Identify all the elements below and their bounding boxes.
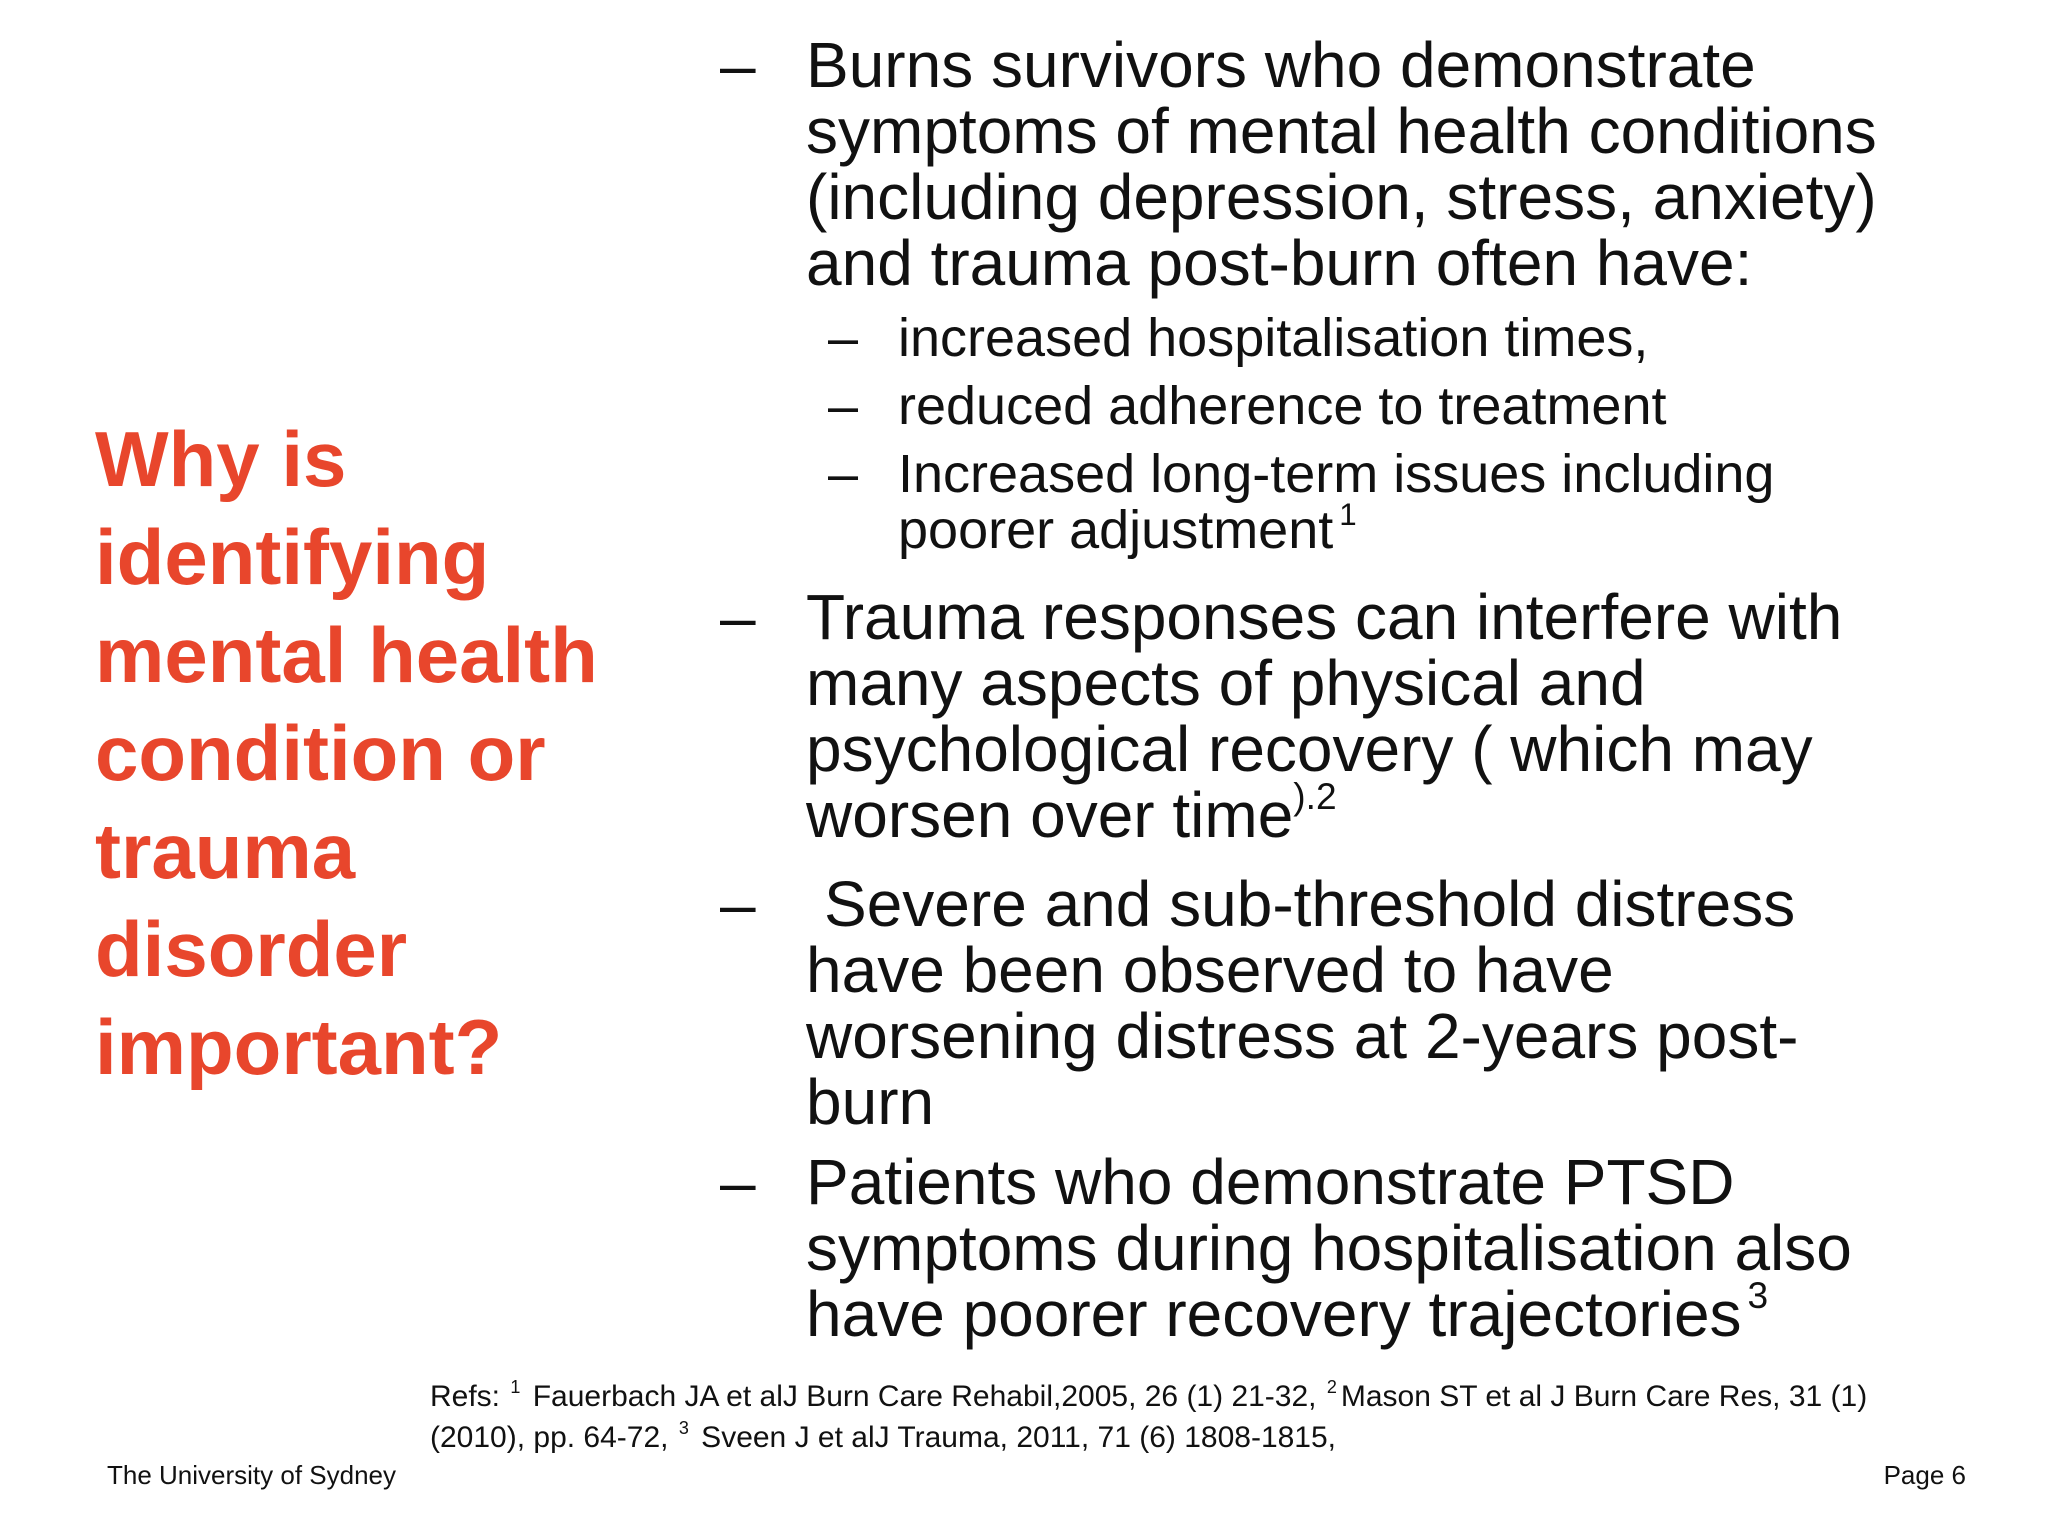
sub-bullet-item (828, 310, 2020, 366)
sub-bullet-text: poorer adjustment (898, 500, 1334, 560)
bullet-item (720, 868, 2020, 1138)
bullet-list (720, 29, 2020, 1370)
footnote-ref-1: 1 (1339, 496, 1357, 532)
question-line: identifying (95, 513, 490, 601)
reference-text: Sveen J et alJ Trauma, 2011, 71 (6) 1808-1815, (692, 1421, 1337, 1454)
question-line: Why is (95, 415, 347, 503)
bullet-item (720, 29, 2020, 299)
footer-page-number: Page 6 (1883, 1460, 1966, 1490)
references-line (430, 1378, 2010, 1419)
references-line (430, 1419, 2010, 1460)
bullet-line: symptoms during hospitalisation also (806, 1212, 1852, 1284)
reference-text: Fauerbach JA et alJ Burn Care Rehabil,2005, 26 (1) 21-32, (524, 1380, 1325, 1413)
bullet-line: symptoms of mental health conditions (806, 95, 1877, 167)
bullet-line: have been observed to have (806, 934, 1614, 1006)
bullet-line: Patients who demonstrate PTSD (806, 1146, 1735, 1218)
bullet-line: Burns survivors who demonstrate (806, 29, 1756, 101)
bullet-line (806, 1274, 2020, 1356)
bullet-line: and trauma post-burn often have: (806, 227, 1753, 299)
references-prefix: Refs: (430, 1380, 509, 1413)
references (430, 1378, 2010, 1460)
bullet-line: worsening distress at 2-years post- (806, 1000, 1799, 1072)
reference-number: 3 (678, 1417, 689, 1438)
bullet-line: Trauma responses can interfere with (806, 581, 1843, 653)
footnote-ref-3: 3 (1747, 1274, 1769, 1317)
bullet-item (720, 581, 2020, 857)
bullet-line: psychological recovery ( which may (806, 713, 1813, 785)
question-panel (95, 410, 655, 1096)
bullet-text: have poorer recovery trajectories (806, 1278, 1742, 1350)
bullet-item (720, 1146, 2020, 1356)
question-line: mental health (95, 611, 598, 699)
sub-bullet-item (828, 446, 2020, 566)
sub-bullet-line: Increased long-term issues including (898, 444, 1775, 504)
sub-bullet-item (828, 378, 2020, 434)
bullet-line (806, 775, 2020, 857)
bullet-text: worsen over time (806, 779, 1294, 851)
bullet-line: Severe and sub-threshold distress (824, 868, 1796, 940)
footnote-ref-2: ).2 (1293, 775, 1337, 818)
sub-bullet-list (720, 310, 2020, 566)
bullet-dash: – (720, 868, 756, 940)
sub-bullet-dash: – (828, 308, 859, 368)
slide-question-heading (95, 410, 655, 1096)
reference-text: (2010), pp. 64-72, (430, 1421, 677, 1454)
sub-bullet-dash: – (828, 376, 859, 436)
sub-bullet-line: increased hospitalisation times, (898, 308, 1649, 368)
bullet-line: burn (806, 1066, 935, 1138)
bullet-dash: – (720, 581, 756, 653)
reference-text: Mason ST et al J Burn Care Res, 31 (1) (1340, 1380, 1868, 1413)
reference-number: 1 (510, 1376, 521, 1397)
question-line: condition or (95, 709, 546, 797)
bullet-dash: – (720, 1146, 756, 1218)
question-line: disorder (95, 905, 408, 993)
question-line: trauma (95, 807, 356, 895)
bullet-dash: – (720, 29, 756, 101)
bullet-line: (including depression, stress, anxiety) (806, 161, 1877, 233)
question-line: important? (95, 1003, 503, 1091)
sub-bullet-dash: – (828, 444, 859, 504)
sub-bullet-line: reduced adherence to treatment (898, 376, 1667, 436)
bullet-line: many aspects of physical and (806, 647, 1646, 719)
footer-institution: The University of Sydney (107, 1460, 397, 1490)
reference-number: 2 (1326, 1376, 1337, 1397)
sub-bullet-line (898, 496, 2020, 566)
